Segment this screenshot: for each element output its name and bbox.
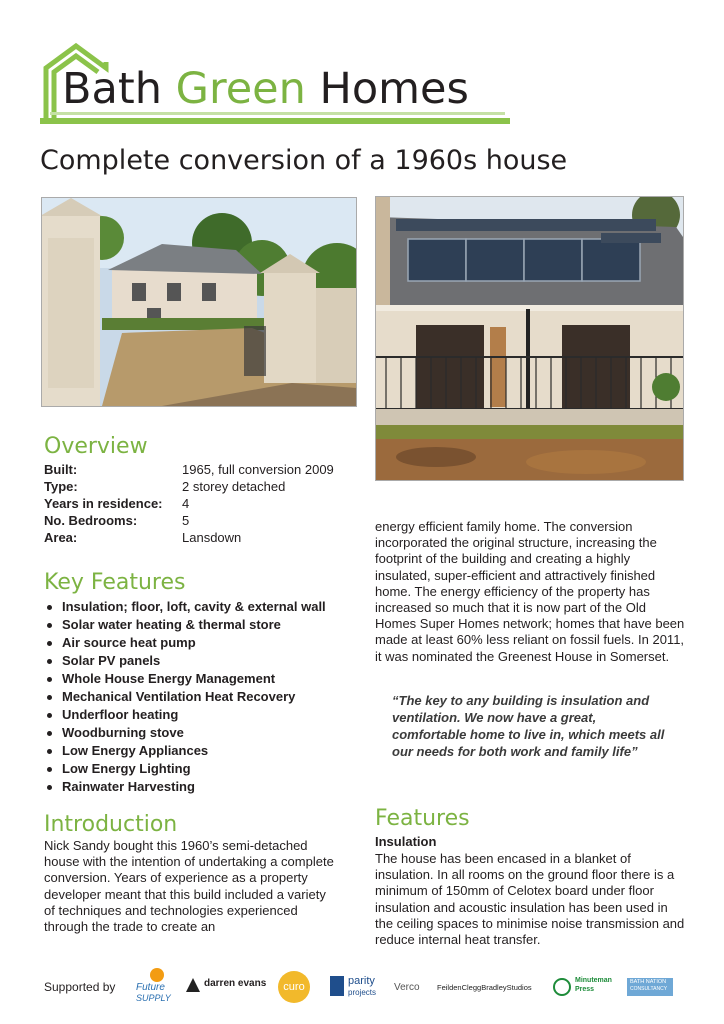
sponsor-logo-future-supply — [136, 968, 176, 1004]
list-item: Whole House Energy Management — [44, 670, 369, 688]
sponsor-logo-verco: Verco — [394, 982, 420, 993]
introduction-heading: Introduction — [44, 812, 178, 837]
list-item: Low Energy Lighting — [44, 760, 369, 778]
photo-driveway — [41, 197, 357, 407]
list-item: Solar PV panels — [44, 652, 369, 670]
sponsor-logo-minuteman-press — [553, 976, 619, 998]
list-item: Woodburning stove — [44, 724, 369, 742]
key-features-heading: Key Features — [44, 570, 186, 595]
sponsor-name: BATH NATION — [630, 979, 667, 985]
sponsor-name: CONSULTANCY — [630, 986, 668, 992]
sponsor-name: Future — [136, 982, 165, 993]
sponsor-name: darren evans — [204, 978, 267, 989]
features-subheading: Insulation — [375, 834, 437, 849]
overview-heading: Overview — [44, 434, 148, 459]
overview-row — [44, 495, 364, 512]
list-item: Rainwater Harvesting — [44, 778, 369, 796]
sponsor-name: SUPPLY — [136, 993, 171, 1003]
photo-solar-roof — [375, 196, 684, 481]
overview-row — [44, 478, 364, 495]
globe-icon — [553, 978, 571, 996]
overview-row — [44, 529, 364, 546]
sponsor-logo-fcb-studios: FeildenCleggBradleyStudios — [437, 983, 532, 992]
overview-value: Lansdown — [182, 530, 242, 545]
sponsor-logo-bath-nation — [627, 978, 673, 996]
overview-label: No. Bedrooms: — [44, 513, 138, 528]
sponsor-name: projects — [348, 988, 377, 997]
brand-name-bath: Bath — [62, 64, 162, 114]
sponsor-logo-curo: curo — [278, 971, 310, 1003]
overview-row — [44, 461, 364, 478]
page-title: Complete conversion of a 1960s house — [40, 145, 568, 176]
features-text: The house has been encased in a blanket of insulation. In all rooms on the ground floor there is a minimum of 150mm of Celotex board under floor insulation and acoustic insulation has been used in the ceiling spaces to minimise noise transmission and reduce internal heat transfer. — [375, 851, 685, 948]
supported-by-label: Supported by — [44, 980, 116, 994]
overview-label: Years in residence: — [44, 496, 163, 511]
list-item: Air source heat pump — [44, 634, 369, 652]
overview-table — [44, 461, 364, 551]
overview-value: 4 — [182, 496, 190, 511]
pull-quote: “The key to any building is insulation and ventilation. We now have a great, comfortable home to live in, which meets all our needs for both work and family life” — [392, 693, 665, 759]
list-item: Low Energy Appliances — [44, 742, 369, 760]
introduction-text: Nick Sandy bought this 1960’s semi-detached house with the intention of undertaking a complete conversion. Years of experience as a property developer meant that this build included a variety of techniques and technologies experienced through the trade to create an — [44, 838, 334, 935]
building-icon — [330, 976, 344, 996]
sponsor-name: Minuteman — [575, 977, 612, 984]
list-item: Insulation; floor, loft, cavity & external wall — [44, 598, 369, 616]
brand-name-homes: Homes — [319, 64, 469, 114]
brand-name-green: Green — [175, 64, 306, 114]
continued-text: energy efficient family home. The conversion incorporated the original structure, increasing the footprint of the building and creating a highly insulated, super-efficient and attractively finished home. The energy efficiency of the property has increased so much that it is now part of the Old Homes Super Homes network; homes that have been made at least 60% less reliant on fossil fuels. In 2011, it was nominated the Greenest House in Somerset. — [375, 519, 685, 664]
overview-label: Area: — [44, 530, 78, 545]
sponsor-name: Press — [575, 986, 595, 993]
list-item: Mechanical Ventilation Heat Recovery — [44, 688, 369, 706]
house-icon — [186, 978, 200, 992]
overview-row — [44, 512, 364, 529]
sponsor-logo-parity-projects — [330, 974, 385, 1002]
overview-value: 1965, full conversion 2009 — [182, 462, 334, 477]
sponsor-name: parity — [348, 975, 375, 987]
overview-label: Built: — [44, 462, 78, 477]
key-features-list — [44, 598, 369, 796]
features-heading: Features — [375, 806, 470, 831]
sun-icon — [150, 968, 164, 982]
overview-value: 2 storey detached — [182, 479, 286, 494]
list-item: Underfloor heating — [44, 706, 369, 724]
brand-logo-text — [62, 64, 469, 114]
list-item: Solar water heating & thermal store — [44, 616, 369, 634]
overview-value: 5 — [182, 513, 190, 528]
overview-label: Type: — [44, 479, 78, 494]
sponsor-logo-darren-evans — [186, 976, 268, 996]
